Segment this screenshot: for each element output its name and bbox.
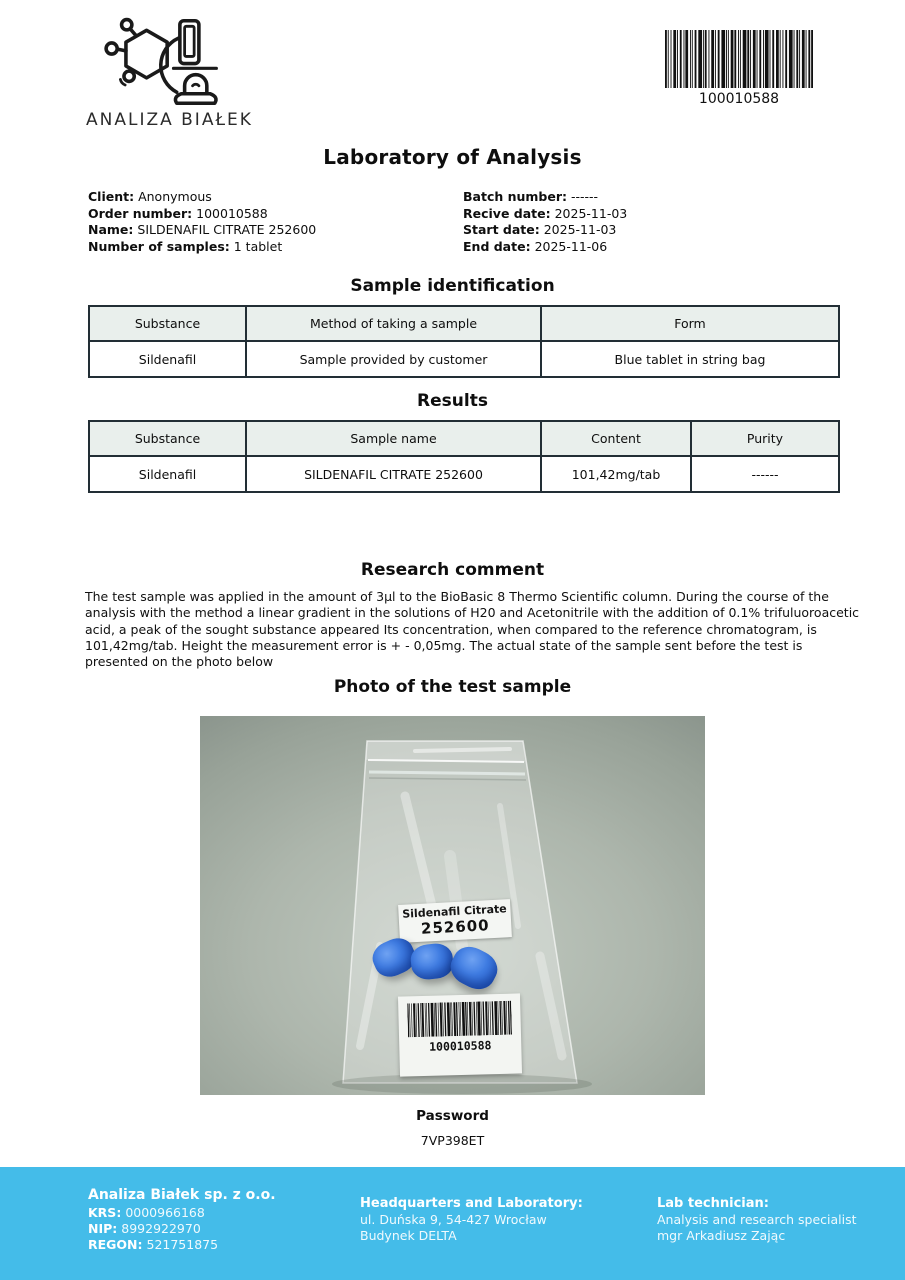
table-cell: Blue tablet in string bag (541, 341, 839, 377)
footer (0, 1167, 905, 1280)
company-name: Analiza Białek sp. z o.o. (88, 1187, 276, 1203)
table-row (89, 456, 839, 492)
company-regon: REGON: 521751875 (88, 1237, 219, 1252)
order-info-right (463, 189, 627, 255)
photo-heading: Photo of the test sample (333, 677, 572, 697)
column-header: Purity (691, 421, 839, 456)
password-section (0, 1108, 905, 1148)
company-krs: KRS: 0000966168 (88, 1205, 205, 1220)
headquarters-heading: Headquarters and Laboratory: (360, 1196, 583, 1211)
info-line: Client: Anonymous (88, 189, 212, 204)
barcode-image (665, 30, 813, 88)
table-cell: Sildenafil (89, 341, 246, 377)
column-header: Content (541, 421, 691, 456)
table-cell: SILDENAFIL CITRATE 252600 (246, 456, 541, 492)
info-line: Batch number: ------ (463, 189, 599, 204)
company-nip: NIP: 8992922970 (88, 1221, 201, 1236)
sample-photo (200, 716, 705, 1095)
photo-barcode-number: 100010588 (428, 1038, 492, 1054)
headquarters-building: Budynek DELTA (360, 1228, 457, 1243)
results-heading: Results (417, 391, 488, 411)
footer-headquarters (360, 1187, 657, 1280)
column-header: Substance (89, 306, 246, 341)
page-title: Laboratory of Analysis (323, 145, 582, 169)
sample-label-code: 252600 (420, 916, 491, 938)
photo-barcode-image (407, 1001, 512, 1038)
column-header: Method of taking a sample (246, 306, 541, 341)
footer-company (88, 1187, 360, 1280)
table-cell: Sample provided by customer (246, 341, 541, 377)
headquarters-address: ul. Duńska 9, 54-427 Wrocław (360, 1212, 547, 1227)
technician-role: Analysis and research specialist (657, 1212, 857, 1227)
order-barcode (663, 30, 815, 107)
sample-identification-heading: Sample identification (350, 276, 555, 296)
table-cell: ------ (691, 456, 839, 492)
brand-name: ANALIZA BIAŁEK (86, 110, 253, 130)
photo-barcode-label (398, 993, 522, 1076)
table-header-row (89, 421, 839, 456)
sample-label-name: Sildenafil Citrate (401, 902, 508, 921)
password-value: 7VP398ET (420, 1133, 485, 1148)
results-table (88, 420, 840, 493)
order-info-left (88, 189, 463, 255)
brand-logo (86, 16, 253, 130)
info-line: Number of samples: 1 tablet (88, 238, 283, 254)
technician-name: mgr Arkadiusz Zając (657, 1228, 786, 1243)
research-comment-heading: Research comment (360, 560, 545, 580)
column-header: Substance (89, 421, 246, 456)
info-line: Order number: 100010588 (88, 205, 268, 221)
table-cell: 101,42mg/tab (541, 456, 691, 492)
technician-heading: Lab technician: (657, 1196, 769, 1211)
column-header: Form (541, 306, 839, 341)
table-cell: Sildenafil (89, 456, 246, 492)
footer-technician (657, 1187, 857, 1280)
info-line: Name: SILDENAFIL CITRATE 252600 (88, 222, 317, 237)
logo-chemistry-microscope-icon (98, 16, 230, 108)
info-line: Recive date: 2025-11-03 (463, 205, 628, 221)
table-header-row (89, 306, 839, 341)
sample-name-label (398, 899, 512, 943)
info-line: Start date: 2025-11-03 (463, 222, 617, 237)
password-heading: Password (416, 1108, 489, 1124)
order-info (88, 189, 845, 255)
column-header: Sample name (246, 421, 541, 456)
info-line: End date: 2025-11-06 (463, 238, 608, 254)
research-comment-text: The test sample was applied in the amount of 3µl to the BioBasic 8 Thermo Scientific column. During the course of the analysis with the method a linear gradient in the solutions of H20 and Acetonitrile with the addition of 0.1% trifuluoroacetic acid, a peak of the sought substance appeared Its concentration, when compared to the reference chromatogram, is 101,42mg/tab. Height the measurement error is + - 0,05mg. The actual state of the sample sent before the test is presented on the photo below (85, 589, 860, 670)
barcode-number: 100010588 (698, 91, 780, 107)
sample-identification-table (88, 305, 840, 378)
table-row (89, 341, 839, 377)
